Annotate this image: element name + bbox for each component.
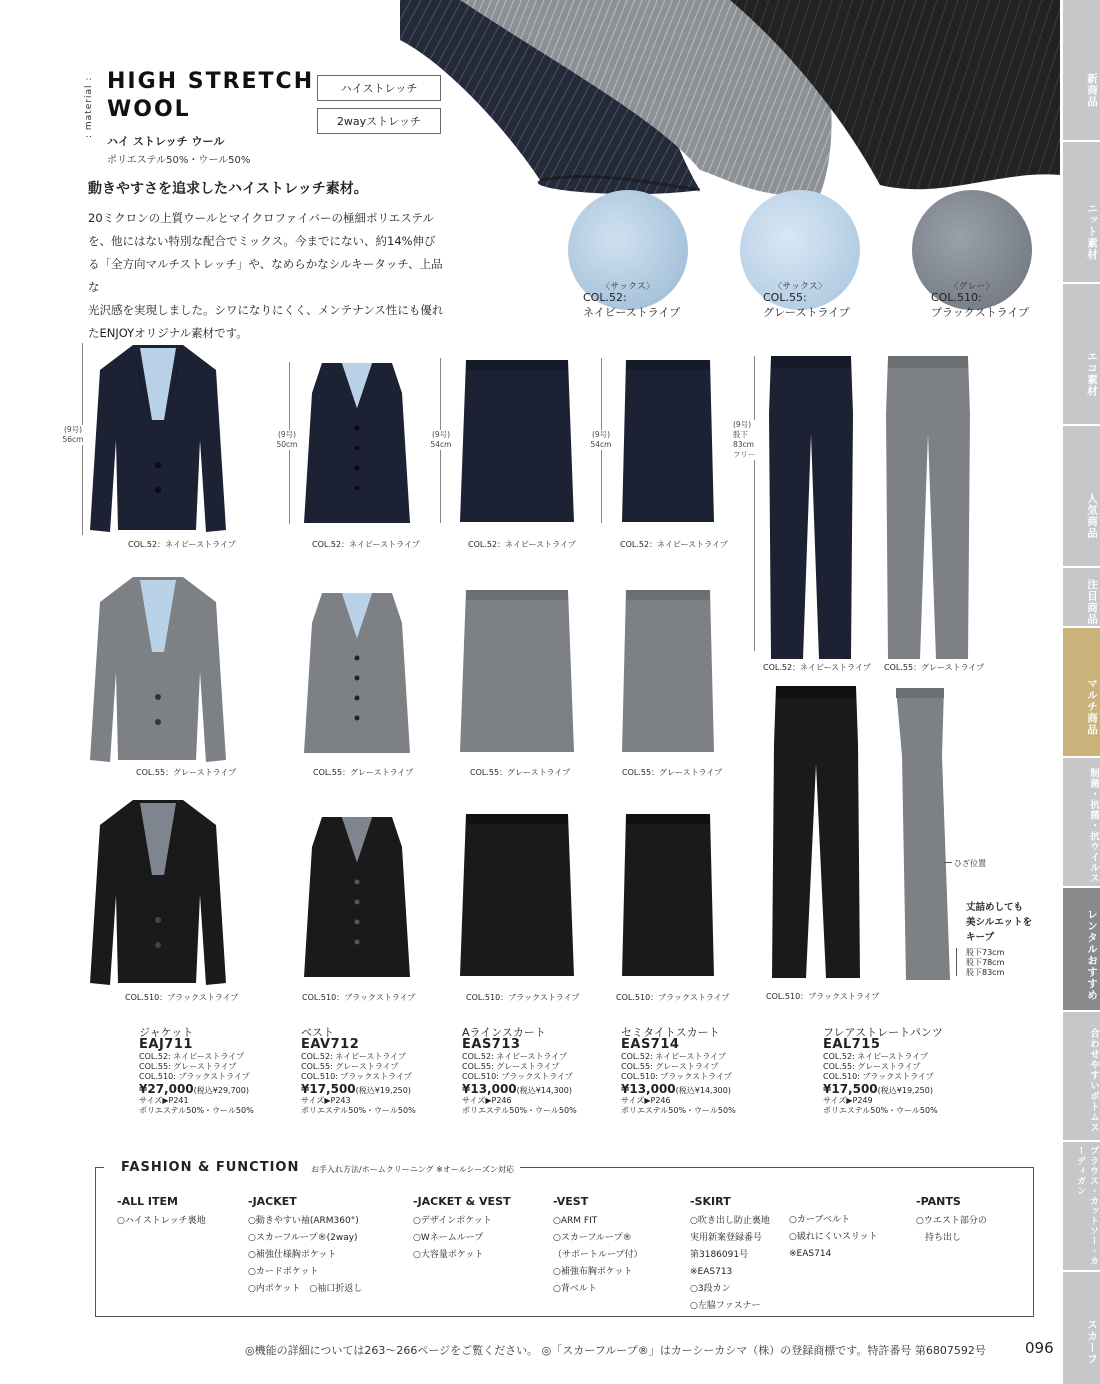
side-tab-antibacterial[interactable]: 制菌・抗菌・抗ウイルス <box>1063 758 1100 886</box>
function-jacket: -JACKET ○動きやすい袖(ARM360°) ○スカーフループ®(2way) ○補強仕様胸ポケット ○カードポケット ○内ポケット ○袖口折返し <box>248 1195 363 1294</box>
side-tab-knit[interactable]: ニット素材 <box>1063 142 1100 282</box>
skirt-t-grey-image <box>620 586 716 754</box>
function-box-top-line <box>520 1167 1034 1168</box>
swatch-grey-stripe: 〈サックス〉 <box>740 190 860 310</box>
caption-pants-black: COL.510：ブラックストライプ <box>766 992 880 1001</box>
function-skirt: -SKIRT ○吹き出し防止裏地 実用新案登録番号 第3186091号 ※EAS713 ○3段カン ○左脇ファスナー <box>690 1195 770 1311</box>
vest-navy-image <box>302 358 412 530</box>
skirt-t-navy-image <box>620 356 716 524</box>
jacket-black-image <box>88 795 228 987</box>
jacket-grey-image <box>88 572 228 764</box>
pants-grey-image <box>880 354 976 660</box>
pants-black-image <box>770 684 862 980</box>
pants-navy-image <box>763 354 859 660</box>
subtitle: ハイ ストレッチ ウール <box>107 135 225 148</box>
side-tabs <box>1063 0 1100 1384</box>
side-tab-featured[interactable]: 注目商品 <box>1063 568 1100 626</box>
swatch-label-510: COL.510: ブラックストライプ <box>931 291 1030 319</box>
dim-vest: (9号) 50cm <box>270 430 304 450</box>
product-pants: フレアストレートパンツ EAL715 COL.52: ネイビーストライプ COL.55: グレーストライプ COL.510: ブラックストライプ ¥17,500(税込¥19,250) サイズ▶P249 ポリエステル50%・ウール50% <box>823 1026 943 1115</box>
dim-skirt-t: (9号) 54cm <box>584 430 618 450</box>
product-skirt-a: Aラインスカート EAS713 COL.52: ネイビーストライプ COL.55: グレーストライプ COL.510: ブラックストライプ ¥13,000(税込¥14,300) サイズ▶P246 ポリエステル50%・ウール50% <box>462 1026 577 1115</box>
caption-pants-grey: COL.55：グレーストライプ <box>884 663 985 672</box>
side-tab-rental[interactable]: レンタルおすすめ <box>1063 888 1100 1010</box>
function-all-item: -ALL ITEM ○ハイストレッチ裏地 <box>117 1195 206 1226</box>
caption-skirt-t-grey: COL.55：グレーストライプ <box>622 768 723 777</box>
function-jacket-vest: -JACKET & VEST ○デザインポケット ○Wネームループ ○大容量ポケット <box>413 1195 511 1260</box>
caption-skirt-a-navy: COL.52：ネイビーストライプ <box>468 540 576 549</box>
vest-grey-image <box>302 588 412 760</box>
caption-vest-black: COL.510：ブラックストライプ <box>302 993 416 1002</box>
caption-jacket-black: COL.510：ブラックストライプ <box>125 993 239 1002</box>
tag-2way-stretch: 2wayストレッチ <box>317 108 441 134</box>
swatch-black-stripe: 〈グレー〉 <box>912 190 1032 310</box>
lead-text: 動きやすさを追求したハイストレッチ素材。 <box>88 181 368 197</box>
function-skirt-2: ○カーブベルト ○破れにくいスリット ※EAS714 <box>789 1215 878 1259</box>
body-text: 20ミクロンの上質ウールとマイクロファイバーの極細ポリエステル を、他にはない特別な配合でミックス。今までにない、約14%伸び る「全方向マルチストレッチ」や、なめらかなシルキータッチ、上品な 光沢感を実現しました。シワになりにくく、メンテナンス性にも優れ たENJOYオリジナル素材です。 <box>88 211 444 340</box>
function-note: お手入れ方法/ホームクリーニング ※オールシーズン対応 <box>311 1164 518 1175</box>
side-tab-eco[interactable]: エコ素材 <box>1063 284 1100 424</box>
fabric-image <box>400 0 1060 200</box>
page-number: 096 <box>1025 1339 1054 1357</box>
composition: ポリエステル50%・ウール50% <box>107 155 251 166</box>
knee-label: ひざ位置 <box>954 859 986 868</box>
skirt-a-black-image <box>458 810 576 978</box>
function-title: FASHION & FUNCTION <box>115 1160 305 1175</box>
side-tab-bottoms[interactable]: 合わせやすいボトムス <box>1063 1012 1100 1140</box>
pants-note: 丈詰めしても 美シルエットを キープ <box>966 902 1033 943</box>
inseam-bracket <box>956 948 957 976</box>
caption-skirt-a-black: COL.510：ブラックストライプ <box>466 993 580 1002</box>
caption-pants-navy: COL.52：ネイビーストライプ <box>763 663 871 672</box>
side-tab-multi[interactable]: マルチ商品 <box>1063 628 1100 756</box>
side-tab-popular[interactable]: 人気商品 <box>1063 426 1100 566</box>
dim-jacket: (9号) 56cm <box>56 425 90 445</box>
skirt-a-grey-image <box>458 586 576 754</box>
material-label: : material : <box>84 76 94 138</box>
caption-vest-navy: COL.52：ネイビーストライプ <box>312 540 420 549</box>
dim-pants: (9号) 股下 83cm フリー <box>733 420 769 460</box>
vest-black-image <box>302 812 412 984</box>
caption-vest-grey: COL.55：グレーストライプ <box>313 768 414 777</box>
inseam-list: 股下73cm 股下78cm 股下83cm <box>966 948 1005 977</box>
caption-skirt-t-black: COL.510：ブラックストライプ <box>616 993 730 1002</box>
caption-skirt-a-grey: COL.55：グレーストライプ <box>470 768 571 777</box>
skirt-t-black-image <box>620 810 716 978</box>
swatch-label-52: COL.52: ネイビーストライプ <box>583 291 681 319</box>
function-vest: -VEST ○ARM FIT ○スカーフループ® （サポートループ付） ○補強布胸ポケット ○背ベルト <box>553 1195 643 1294</box>
caption-jacket-navy: COL.52：ネイビーストライプ <box>128 540 236 549</box>
product-skirt-t: セミタイトスカート EAS714 COL.52: ネイビーストライプ COL.55: グレーストライプ COL.510: ブラックストライプ ¥13,000(税込¥14,300) サイズ▶P246 ポリエステル50%・ウール50% <box>621 1026 736 1115</box>
page-title: HIGH STRETCH WOOL <box>107 69 315 122</box>
footer-note: ◎機能の詳細については263〜266ページをご覧ください。 ◎「スカーフループ®」はカーシーカシマ（株）の登録商標です。特許番号 第6807592号 <box>245 1344 986 1357</box>
dim-skirt-a: (9号) 54cm <box>424 430 458 450</box>
swatch-label-55: COL.55: グレーストライプ <box>763 291 850 319</box>
pants-grey-side-image <box>892 686 952 982</box>
product-vest: ベスト EAV712 COL.52: ネイビーストライプ COL.55: グレーストライプ COL.510: ブラックストライプ ¥17,500(税込¥19,250) サイズ▶P243 ポリエステル50%・ウール50% <box>301 1026 416 1115</box>
side-tab-new[interactable]: 新商品 <box>1063 0 1100 140</box>
side-tab-blouse[interactable]: ブラウス・カットソー・カーディガン <box>1063 1142 1100 1270</box>
skirt-a-navy-image <box>458 356 576 524</box>
swatch-navy-stripe: 〈サックス〉 <box>568 190 688 310</box>
product-jacket: ジャケット EAJ711 COL.52: ネイビーストライプ COL.55: グレーストライプ COL.510: ブラックストライプ ¥27,000(税込¥29,700) サイズ▶P241 ポリエステル50%・ウール50% <box>139 1026 254 1115</box>
caption-skirt-t-navy: COL.52：ネイビーストライプ <box>620 540 728 549</box>
knee-line <box>944 862 952 863</box>
caption-jacket-grey: COL.55：グレーストライプ <box>136 768 237 777</box>
jacket-navy-image <box>88 340 228 535</box>
dim-line-pants <box>754 356 755 651</box>
side-tab-scarf[interactable]: スカーフ <box>1063 1272 1100 1384</box>
tag-high-stretch: ハイストレッチ <box>317 75 441 101</box>
function-pants: -PANTS ○ウエスト部分の 持ち出し <box>916 1195 987 1243</box>
